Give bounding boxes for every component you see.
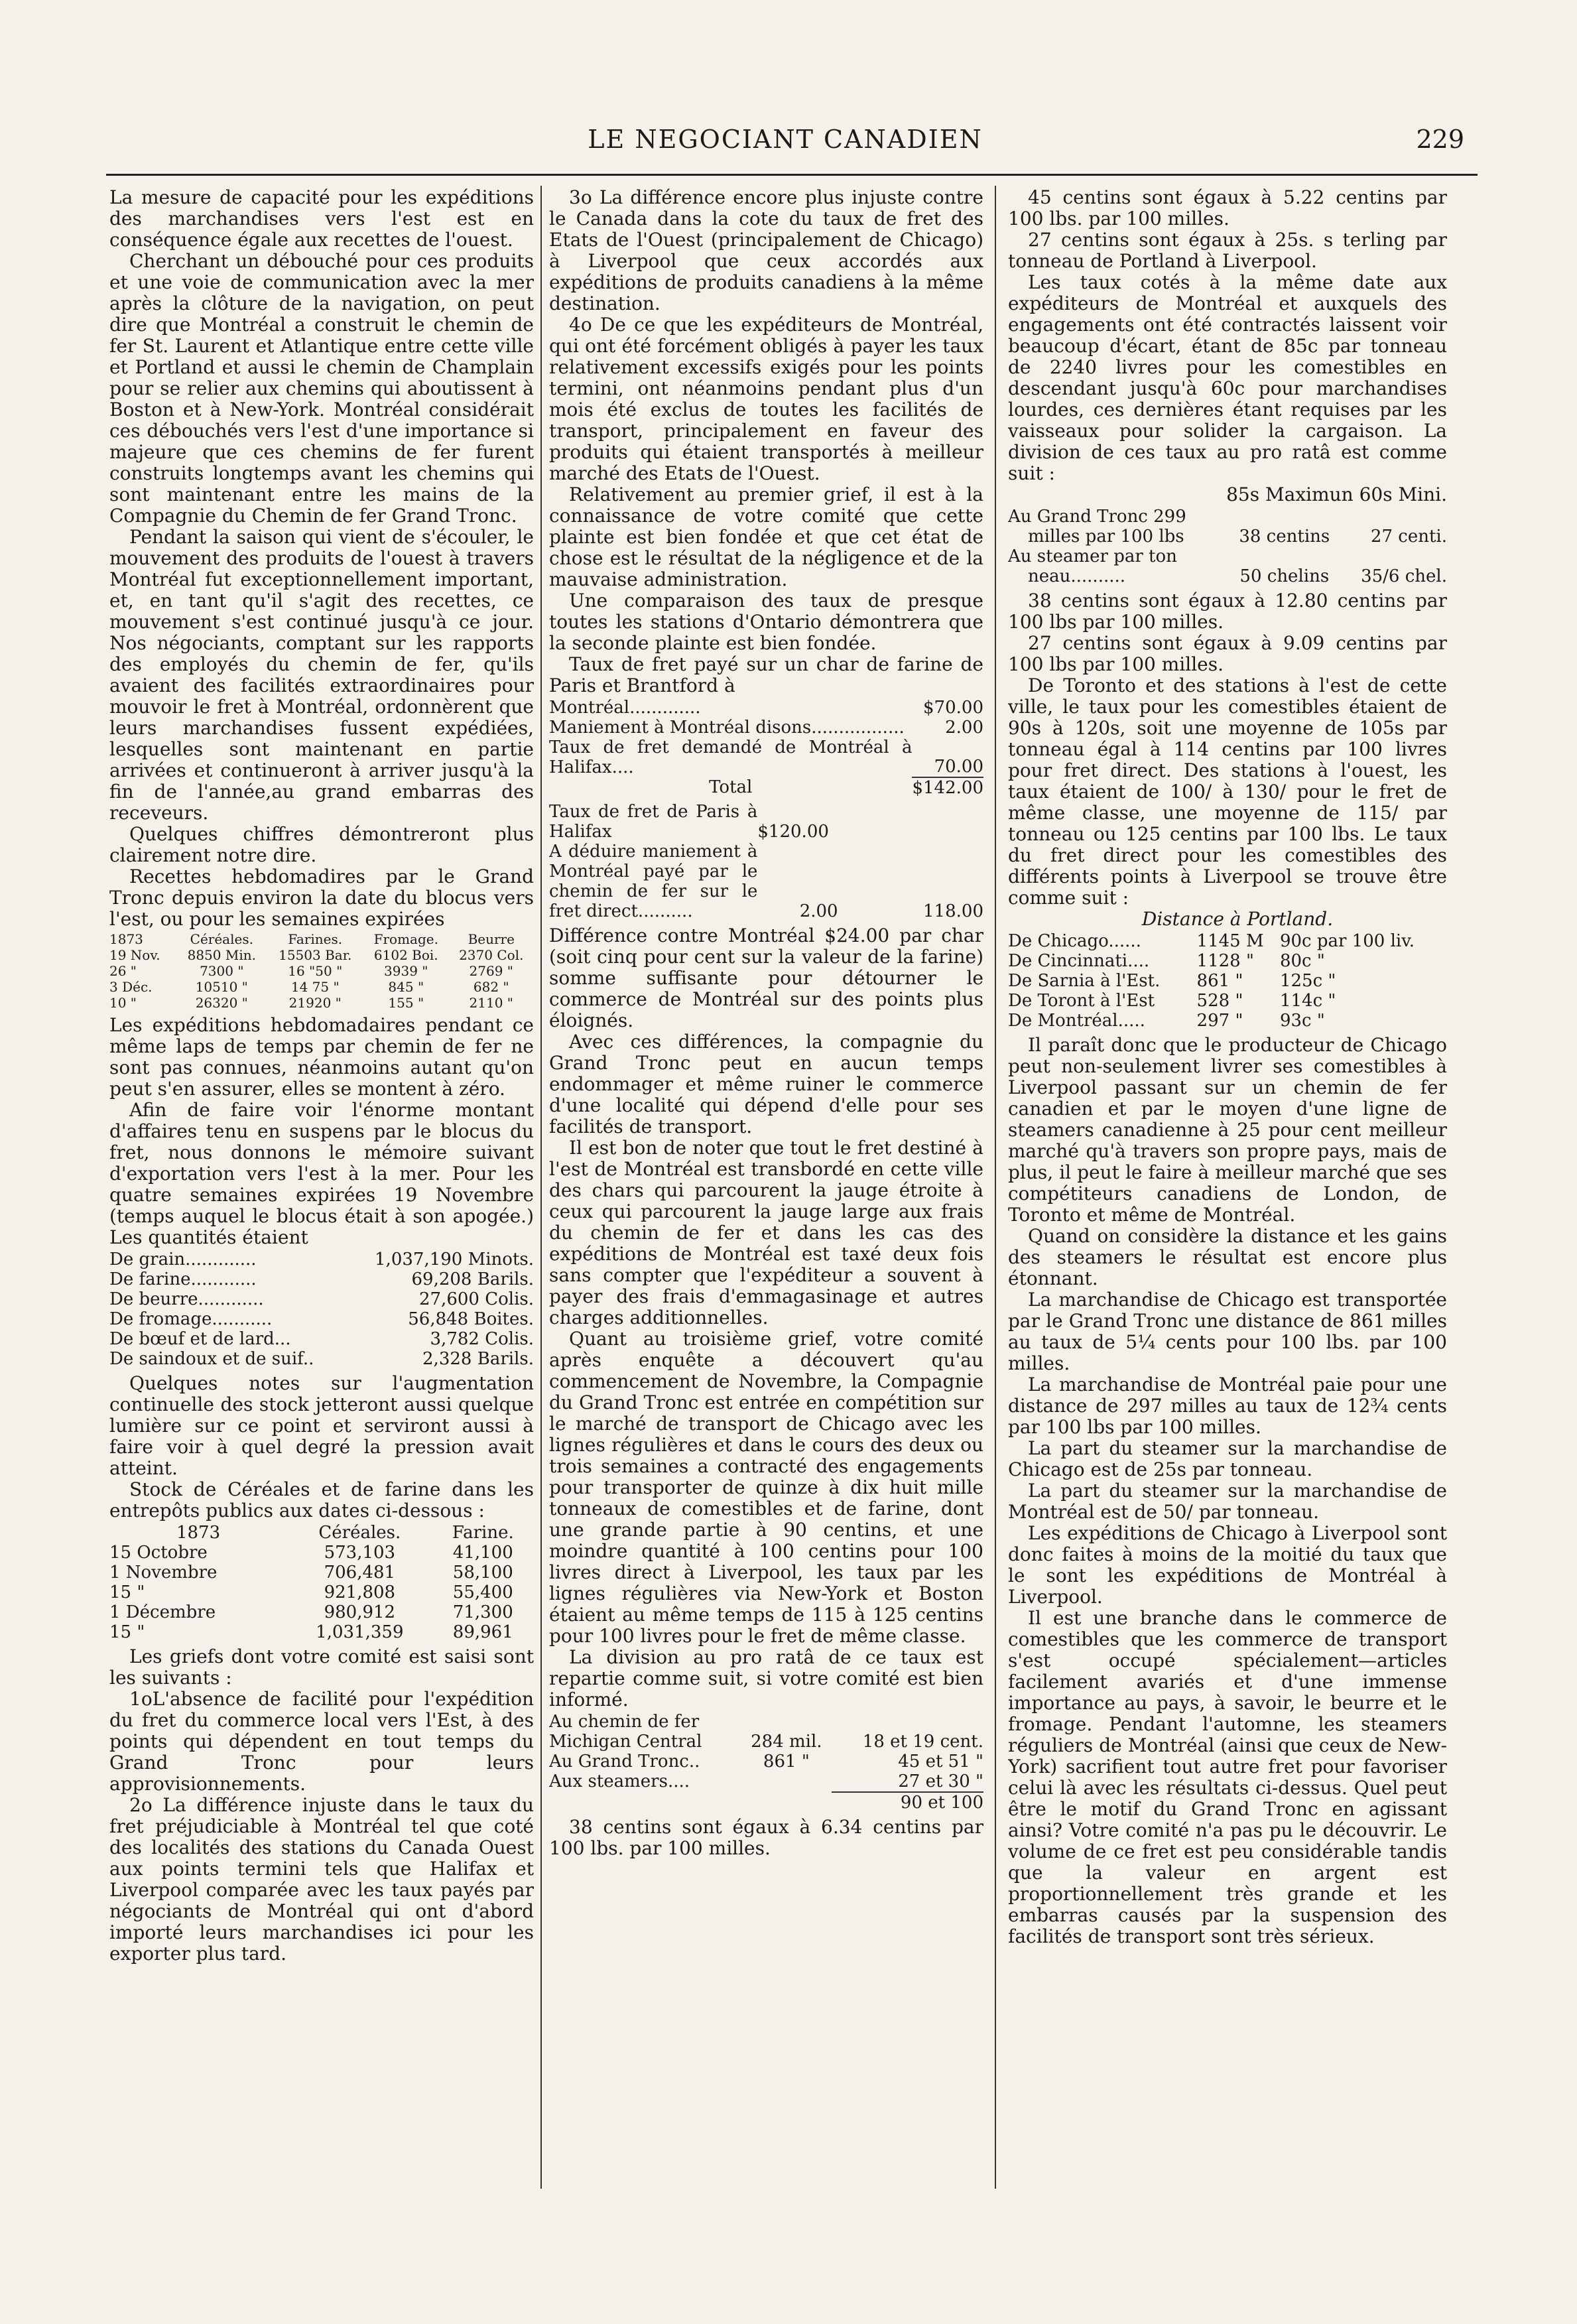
table-cell: 706,481 <box>324 1563 396 1582</box>
table-header: Fromage. <box>373 931 438 947</box>
table-cell: 3939 " <box>384 963 428 979</box>
stock-table <box>109 1523 534 1642</box>
paragraph: Avec ces différences, la compagnie du Grand Tronc peut en aucun temps endommager et même ruiner le commerce d'une localité qui dépend d'elle pour ses facilités de transport. <box>549 1031 983 1137</box>
paragraph: Une comparaison des taux de presque toutes les stations d'Ontario démontrera que la seconde plainte est bien fondée. <box>549 590 983 654</box>
table-row <box>109 1582 534 1602</box>
table-cell: De bœuf et de lard... <box>109 1329 291 1349</box>
table-cell: Au Grand Tronc.. <box>549 1752 700 1772</box>
table-cell: 155 " <box>388 995 424 1011</box>
table-row <box>109 947 534 963</box>
paragraph: Afin de faire voir l'énorme montant d'affaires tenu en suspens par le blocus du fret, nous donnons le mémoire suivant d'exportation vers l'est à la mer. Pour les quatre semaines expirées 19 Novembre (temps auquel le blocus était à son apogée.) Les quantités étaient <box>109 1099 534 1248</box>
section-heading: Distance à Portland. <box>1141 908 1334 930</box>
table-row <box>549 842 983 921</box>
paragraph: Quelques chiffres démontreront plus clairement notre dire. <box>109 823 534 866</box>
table-header: 1873 <box>176 1523 221 1543</box>
table-cell: 980,912 <box>324 1602 396 1622</box>
table-cell: 35/6 chel. <box>1361 566 1447 586</box>
table-row <box>1008 1011 1447 1031</box>
total-value: $142.00 <box>912 778 983 798</box>
table-cell: 118.00 <box>923 901 983 921</box>
table-cell: 26 " <box>109 963 137 979</box>
table-cell: 15 Octobre <box>109 1543 208 1563</box>
table-cell: 114c " <box>1279 991 1336 1011</box>
table-cell: 18 et 19 cent. <box>862 1732 983 1752</box>
table-cell: 861 " <box>1196 971 1243 991</box>
table-cell: $70.00 <box>923 698 983 718</box>
table-cell: De saindoux et de suif.. <box>109 1349 314 1369</box>
table-cell: 2,328 Barils. <box>422 1349 534 1369</box>
table-cell: 921,808 <box>324 1582 396 1602</box>
table-cell: 15 " <box>109 1622 145 1642</box>
paragraph: Recettes hebdomadires par le Grand Tronc depuis environ la date du blocus vers l'est, ou pour les semaines expirées <box>109 866 534 930</box>
receipts-table <box>109 931 534 1011</box>
table-cell: milles par 100 lbs <box>1028 527 1184 547</box>
table-cell: 682 " <box>473 979 509 995</box>
quantities-table <box>109 1250 534 1369</box>
table-cell: 1128 " <box>1196 951 1254 971</box>
table-row <box>109 1329 534 1349</box>
rate-split-table <box>1008 507 1447 586</box>
table-cell: neau.......... <box>1028 566 1126 586</box>
table-cell: 27,600 Colis. <box>418 1289 534 1309</box>
table-cell: 19 Nov. <box>109 947 160 963</box>
table-row <box>109 1250 534 1269</box>
table-cell: De grain............. <box>109 1250 257 1269</box>
table-cell: 27 centi. <box>1370 527 1447 547</box>
table-cell: 93c " <box>1279 1011 1325 1031</box>
column-1 <box>109 187 534 2217</box>
table-cell: 125c " <box>1279 971 1336 991</box>
column-divider <box>995 186 996 2189</box>
table-row <box>1008 971 1447 991</box>
table-cell: 284 mil. <box>751 1732 822 1752</box>
table-row <box>1008 951 1447 971</box>
paragraph: Les griefs dont votre comité est saisi sont les suivants : <box>109 1646 534 1689</box>
table-cell: 3 Déc. <box>109 979 153 995</box>
paragraph: La marchandise de Montréal paie pour une distance de 297 milles au taux de 12¾ cents par 100 lbs par 100 milles. <box>1008 1374 1447 1438</box>
table-cell: De Montréal..... <box>1008 1011 1145 1031</box>
table-cell: 89,961 <box>452 1622 513 1642</box>
table-cell: 1,031,359 <box>316 1622 404 1642</box>
table-row <box>109 1602 534 1622</box>
table-row <box>1008 527 1447 547</box>
table-cell: 50 chelins <box>1239 566 1330 586</box>
table-cell: 70.00 <box>934 757 983 777</box>
table-cell: Au Grand Tronc 299 <box>1008 507 1186 527</box>
total-label: Total <box>709 777 753 797</box>
paragraph: Pendant la saison qui vient de s'écouler, le mouvement des produits de l'ouest à travers Montréal fut exceptionnellement important, et, en tant qu'il s'agit des recettes, ce mouvement s'est continué jusqu'à ce jour. Nos négociants, comptant sur les rapports des employés du chemin de fer, qu'ils avaient des facilités extraordinaires pour mouvoir le fret à Montréal, ordonnèrent que leurs marchandises fussent expédiées, lesquelles sont maintenant en partie arrivées et continueront à arriver jusqu'à la fin de l'année,au grand embarras des receveurs. <box>109 526 534 824</box>
table-row <box>549 1792 983 1813</box>
table-cell: De fromage........... <box>109 1309 273 1329</box>
paragraph: Quand on considère la distance et les gains des steamers le résultat est encore plus étonnant. <box>1008 1225 1447 1289</box>
paragraph: De Toronto et des stations à l'est de cette ville, le taux pour les comestibles étaient de 90s à 120s, soit une moyenne de 105s par tonneau égal à 114 centins par 100 livres pour fret direct. Des stations à l'ouest, les taux étaient de 100/ à 130/ pour le fret de même classe, une moyenne de 115/ par tonneau ou 125 centins par 100 lbs. Le taux du fret direct pour les comestibles des différents points à Liverpool se trouve être comme suit : <box>1008 675 1447 909</box>
paragraph: Quelques notes sur l'augmentation continuelle des stock jetteront aussi quelque lumière sur ce point et serviront aussi à faire voir à quel degré la pression avait atteint. <box>109 1372 534 1479</box>
paragraph: 45 centins sont égaux à 5.22 centins par 100 lbs. par 100 milles. <box>1008 187 1447 229</box>
paragraph: Il est bon de noter que tout le fret destiné à l'est de Montréal est transbordé en cette ville des chars qui parcourent la jauge étroite à ceux qui parcourent la jauge large aux frais du chemin de fer et dans les cas des expéditions de Montréal est taxé deux fois sans compter que l'expéditeur a souvent à payer des frais d'emmagasinage et autres charges additionnelles. <box>549 1137 983 1328</box>
table-cell: 14 75 " <box>290 979 340 995</box>
table-cell: 27 et 30 " <box>898 1772 983 1791</box>
table-cell: 56,848 Boites. <box>408 1309 534 1329</box>
column-divider <box>540 186 542 2189</box>
table-cell: 2.00 <box>799 901 838 921</box>
prorata-table <box>549 1712 983 1813</box>
paragraph: 85s Maximun 60s Mini. <box>1226 484 1447 505</box>
table-header-row <box>109 931 534 947</box>
table-row <box>1008 547 1447 566</box>
table-header: 1873 <box>109 931 143 947</box>
table-row <box>109 963 534 979</box>
table-cell: De Chicago...... <box>1008 931 1141 951</box>
table-header: Beurre <box>468 931 515 947</box>
column-2 <box>549 187 983 2217</box>
table-row <box>1008 566 1447 586</box>
distance-table <box>1008 931 1447 1031</box>
paragraph: Les expéditions de Chicago à Liverpool sont donc faites à moins de la moitié du taux que le sont les expéditions de Montréal à Liverpool. <box>1008 1522 1447 1608</box>
table-cell: 26320 " <box>195 995 248 1011</box>
table-cell: Taux de fret de Paris à Halifax <box>549 802 758 842</box>
halifax-rate-table <box>549 802 983 921</box>
table-row <box>1008 931 1447 951</box>
table-row <box>109 979 534 995</box>
table-header: Farines. <box>288 931 343 947</box>
table-cell: 16 "50 " <box>288 963 343 979</box>
paragraph: Quant au troisième grief, votre comité après enquête a découvert qu'au commencement de Novembre, la Compagnie du Grand Tronc est entrée en compétition sur le marché de transport de Chicago avec les lignes régulières et dans le cours des deux ou trois semaines a contracté des engagements pour transporter de quinze à dix huit mille tonneaux de comestibles et de farine, dont une grande partie à 90 centins, et une moindre quantité à 100 centins pour 100 livres direct à Liverpool, les taux par les lignes régulières via New-York et Boston étaient au même temps de 115 à 125 centins pour 100 livres pour le fret de même classe. <box>549 1328 983 1647</box>
table-header: Céréales. <box>190 931 253 947</box>
paragraph: 4o De ce que les expéditeurs de Montréal, qui ont été forcément obligés à payer les taux relativement excessifs exigés pour les points termini, ont néanmoins pendant plus d'un mois été exclus de toutes les facilités de transport, principalement en faveur des produits qui étaient transportés à meilleur marché des Etats de l'Ouest. <box>549 314 983 484</box>
table-cell: 3,782 Colis. <box>430 1329 534 1349</box>
paragraph: La marchandise de Chicago est transportée par le Grand Tronc une distance de 861 milles au taux de 5¼ cents pour 100 lbs. par 100 milles. <box>1008 1289 1447 1374</box>
table-cell: 528 " <box>1196 991 1243 1011</box>
paragraph: Les expéditions hebdomadaires pendant ce même laps de temps par chemin de fer ne sont pas connues, néanmoins autant qu'on peut s'en assurer, elles se montent à zéro. <box>109 1014 534 1100</box>
paragraph: Relativement au premier grief, il est à la connaissance de votre comité que cette plainte est bien fondée et que cet état de chose est le résultat de la négligence et de la mauvaise administration. <box>549 484 983 590</box>
table-row <box>549 718 983 738</box>
table-cell: 861 " <box>763 1752 810 1772</box>
table-row <box>109 1563 534 1582</box>
table-cell: Maniement à Montréal disons................. <box>549 718 905 738</box>
paragraph: La division au pro ratâ de ce taux est repartie comme suit, si votre comité est bien informé. <box>549 1646 983 1711</box>
paragraph: 3o La différence encore plus injuste contre le Canada dans la cote du taux de fret des Etats de l'Ouest (principalement de Chicago) à Liverpool que ceux accordés aux expéditions de produits canadiens à la même destination. <box>549 187 983 314</box>
table-row <box>549 738 983 777</box>
table-cell: 90c par 100 liv. <box>1279 931 1415 951</box>
table-cell: Au steamer par ton <box>1008 547 1177 566</box>
paragraph: Cherchant un débouché pour ces produits et une voie de communication avec la mer après la clôture de la navigation, on peut dire que Montréal a construit le chemin de fer St. Laurent et Atlantique entre cette ville et Portland et aussi le chemin de Champlain pour se relier aux chemins qui aboutissent à Boston et à New-York. Montréal considérait ces débouchés vers l'est d'une importance si majeure que ces chemins de fer furent construits longtemps avant les chemins qui sont maintenant entre les mains de la Compagnie du Chemin de fer Grand Tronc. <box>109 250 534 527</box>
table-header-row <box>109 1523 534 1543</box>
table-cell: 69,208 Barils. <box>411 1269 534 1289</box>
table-cell: 58,100 <box>452 1563 513 1582</box>
table-row <box>109 1622 534 1642</box>
table-row <box>549 1712 983 1732</box>
paragraph: 27 centins sont égaux à 25s. s terling par tonneau de Portland à Liverpool. <box>1008 229 1447 272</box>
table-cell: 1 Décembre <box>109 1602 216 1622</box>
table-cell: 41,100 <box>452 1543 513 1563</box>
paragraph: Il paraît donc que le producteur de Chicago peut non-seulement livrer ses comestibles à Liverpool passant sur un chemin de fer canadien et par le moyen d'une ligne de steamers canadienne à 25 pour cent meilleur marché qu'à travers son propre pays, mais de plus, il peut le faire à meilleur marché que ses compétiteurs canadiens de London, de Toronto et même de Montréal. <box>1008 1034 1447 1226</box>
table-cell: 10 " <box>109 995 137 1011</box>
paragraph: Les taux cotés à la même date aux expéditeurs de Montréal et auxquels des engagements ont été contractés laissent voir beaucoup d'écart, étant de 85c par tonneau de 2240 livres pour les comestibles en descendant jusqu'à 60c pour marchandises lourdes, ces dernières étant requises par les vaisseaux pour solider la cargaison. La division de ces taux au pro ratâ est comme suit : <box>1008 271 1447 484</box>
table-cell: 90 et 100 <box>832 1792 983 1813</box>
paragraph: La part du steamer sur la marchandise de Chicago est de 25s par tonneau. <box>1008 1437 1447 1480</box>
table-cell: 573,103 <box>324 1543 396 1563</box>
table-row <box>109 995 534 1011</box>
table-cell: 8850 Min. <box>187 947 256 963</box>
table-cell: 55,400 <box>452 1582 513 1602</box>
table-cell: De Sarnia à l'Est. <box>1008 971 1161 991</box>
table-cell: 2110 " <box>469 995 513 1011</box>
table-cell: De Cincinnati.... <box>1008 951 1150 971</box>
table-cell: Montréal............. <box>549 698 701 718</box>
table-row <box>549 698 983 718</box>
table-cell: 1 Novembre <box>109 1563 218 1582</box>
paragraph: 2o La différence injuste dans le taux du fret préjudiciable à Montréal tel que coté des localités des stations du Canada Ouest aux points termini tels que Halifax et Liverpool comparée avec les taux payés par négociants de Montréal qui ont d'abord importé leurs marchandises ici pour les exporter plus tard. <box>109 1794 534 1965</box>
paragraph: La mesure de capacité pour les expéditions des marchandises vers l'est est en conséquence égale aux recettes de l'ouest. <box>109 187 534 251</box>
table-row <box>1008 991 1447 1011</box>
table-cell: 10510 " <box>195 979 248 995</box>
table-cell: 1145 M <box>1196 931 1264 951</box>
table-cell: 1,037,190 Minots. <box>375 1250 534 1269</box>
table-cell: Au chemin de fer <box>549 1712 700 1732</box>
paragraph: Stock de Céréales et de farine dans les entrepôts publics aux dates ci-dessous : <box>109 1478 534 1521</box>
paragraph: 38 centins sont égaux à 6.34 centins par 100 lbs. par 100 milles. <box>549 1816 983 1859</box>
table-cell: De Toront à l'Est <box>1008 991 1155 1011</box>
table-cell: 2769 " <box>469 963 513 979</box>
table-cell: 845 " <box>388 979 424 995</box>
column-3 <box>1008 187 1447 2217</box>
page-header <box>106 125 1464 164</box>
paragraph: 27 centins sont égaux à 9.09 centins par 100 lbs par 100 milles. <box>1008 632 1447 675</box>
table-row <box>109 1309 534 1329</box>
table-cell: 71,300 <box>452 1602 513 1622</box>
table-row <box>109 1543 534 1563</box>
table-row <box>549 1732 983 1752</box>
table-cell: 80c " <box>1279 951 1325 971</box>
table-row <box>549 1752 983 1772</box>
table-cell: De farine............ <box>109 1269 257 1289</box>
table-cell: Michigan Central <box>549 1732 702 1752</box>
table-row <box>1008 507 1447 527</box>
table-cell: 297 " <box>1196 1011 1243 1031</box>
page-number: 229 <box>1416 125 1464 154</box>
table-cell: 38 centins <box>1239 527 1330 547</box>
table-cell: 21920 " <box>288 995 342 1011</box>
paragraph: La part du steamer sur la marchandise de Montréal est de 50/ par tonneau. <box>1008 1480 1447 1523</box>
table-cell: A déduire maniement à Montréal payé par le chemin de fer sur le fret direct.......... <box>549 842 758 921</box>
paragraph: 1oL'absence de facilité pour l'expédition du fret du commerce local vers l'Est, à des points qui dépendent en tout temps du Grand Tronc pour leurs approvisionnements. <box>109 1688 534 1795</box>
flour-rate-table <box>549 698 983 798</box>
table-cell: 7300 " <box>200 963 244 979</box>
table-cell: Taux de fret demandé de Montréal à Halifax.... <box>549 738 913 777</box>
table-row <box>549 777 983 798</box>
table-row <box>109 1349 534 1369</box>
table-row <box>109 1289 534 1309</box>
table-cell: 2.00 <box>945 718 983 738</box>
table-row <box>549 802 983 842</box>
table-cell: De beurre............ <box>109 1289 264 1309</box>
table-cell: 15503 Bar. <box>279 947 352 963</box>
paragraph: Taux de fret payé sur un char de farine de Paris et Brantford à <box>549 653 983 696</box>
table-cell: 6102 Boi. <box>373 947 438 963</box>
paragraph: Différence contre Montréal $24.00 par char (soit cinq pour cent sur la valeur de la farine) somme suffisante pour détourner le commerce de Montréal sur des points plus éloignés. <box>549 925 983 1031</box>
table-cell: 2370 Col. <box>459 947 524 963</box>
table-cell: Aux steamers.... <box>549 1772 690 1791</box>
table-row <box>549 1772 983 1792</box>
paragraph: Il est une branche dans le commerce de comestibles que les commerce de transport s'est occupé spécialement—articles facilement avariés et d'une immense importance au pays, à savoir, le beurre et le fromage. Pendant l'automne, les steamers réguliers de Montréal (ainsi que ceux de New-York) sacrifient tout autre fret pour favoriser celui là avec les résultats ci-dessus. Quel peut être le motif du Grand Tronc en agissant ainsi? Votre comité n'a pas pu le découvrir. Le volume de ce fret est peu considérable tandis que la valeur en argent est proportionnellement très grande et les embarras causés par la suspension des facilités de transport sont très sérieux. <box>1008 1607 1447 1947</box>
table-header: Farine. <box>452 1523 514 1543</box>
table-cell: 15 " <box>109 1582 145 1602</box>
table-cell: 45 et 51 " <box>898 1752 983 1772</box>
table-header: Céréales. <box>318 1523 401 1543</box>
running-title: LE NEGOCIANT CANADIEN <box>588 125 983 154</box>
paragraph: 38 centins sont égaux à 12.80 centins par 100 lbs par 100 milles. <box>1008 590 1447 633</box>
header-rule <box>106 174 1478 176</box>
table-cell: $120.00 <box>757 822 829 842</box>
table-row <box>109 1269 534 1289</box>
